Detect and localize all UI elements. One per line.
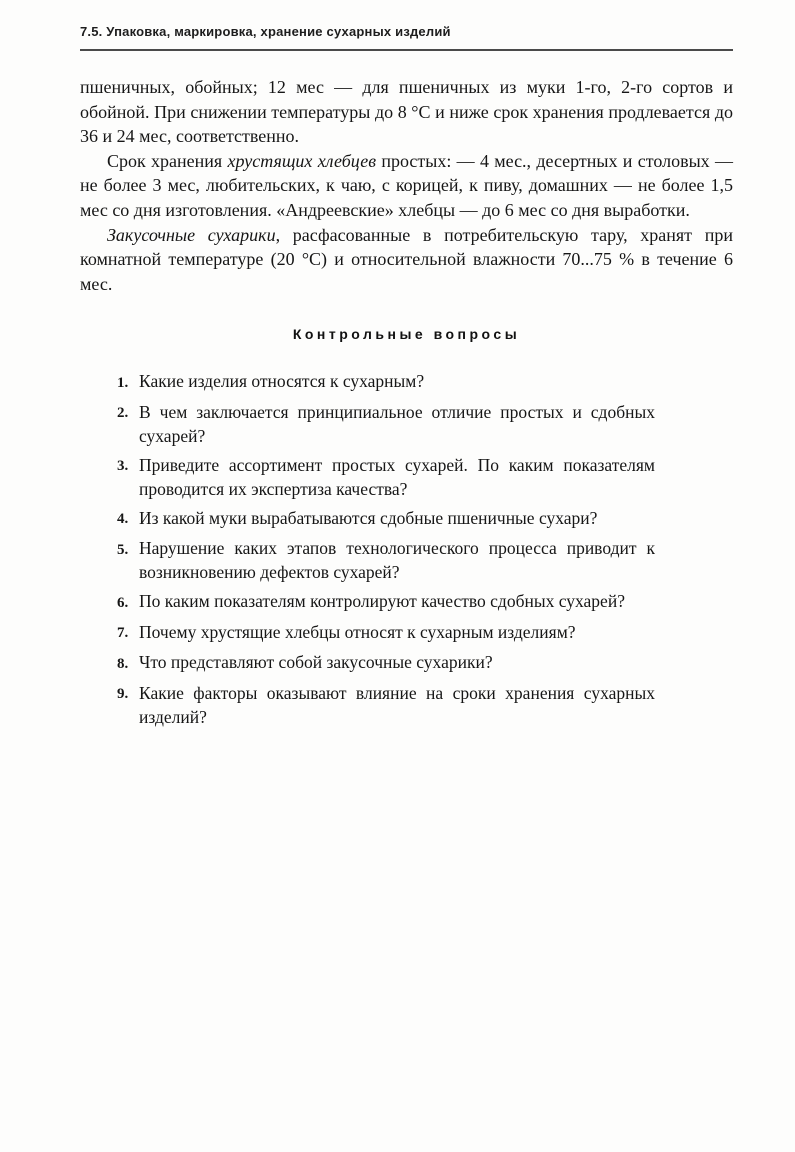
question-number: 9.: [117, 686, 129, 703]
page-header: [80, 24, 733, 51]
questions-heading: Контрольные вопросы: [292, 326, 521, 343]
question-number: 5.: [117, 541, 129, 558]
italic-term-snack-rusks: Закусочные сухарики: [107, 224, 276, 245]
question-number: 1.: [117, 374, 129, 391]
question-item: [117, 536, 655, 584]
question-text: Приведите ассортимент простых сухарей. По каким показателям проводится их экспертиза качества?: [139, 454, 655, 499]
question-text: Какие факторы оказывают влияние на сроки хранения сухарных изделий?: [139, 682, 655, 727]
question-number: 3.: [117, 458, 129, 475]
question-number: 2.: [117, 405, 129, 422]
question-text: Почему хрустящие хлебцы относят к сухарным изделиям?: [139, 621, 576, 642]
question-text: Что представляют собой закусочные сухарики?: [139, 652, 493, 673]
question-item: [117, 620, 655, 646]
question-number: 7.: [117, 625, 129, 642]
question-item: [117, 400, 655, 448]
paragraph-storage-terms: пшеничных, обойных; 12 мес — для пшеничных из муки 1-го, 2-го сортов и обойной. При снижении температуры до 8 °С и ниже срок хранения продлевается до 36 и 24 мес, соответственно.: [80, 77, 733, 147]
running-head: 7.5. Упаковка, маркировка, хранение сухарных изделий: [80, 24, 451, 39]
question-number: 6.: [117, 594, 129, 611]
question-text: Нарушение каких этапов технологического процесса приводит к возникновению дефектов сухарей?: [139, 538, 655, 583]
paragraph-snack-rusks: [80, 223, 733, 297]
question-item: [117, 589, 655, 615]
page-body: [80, 75, 733, 729]
question-text: По каким показателям контролируют качество сдобных сухарей?: [139, 591, 625, 612]
header-rule: [80, 49, 733, 51]
italic-term-crispbread: хрустящих хлебцев: [227, 150, 377, 171]
question-text: Какие изделия относятся к сухарным?: [139, 371, 425, 392]
question-number: 8.: [117, 655, 129, 672]
question-item: [117, 650, 655, 676]
paragraph-text-segment: простых: — 4 мес., десертных и столовых — не более 3 мес, любительских, к чаю, с корицей, к пиву, домашних — не более 1,5 мес со дня изготовления. «Андреевские» хлебцы — до 6 мес со дня выработки.: [80, 150, 733, 220]
paragraph-text-segment: , расфасованные в потребительскую тару, хранят при комнатной температуре (20 °С) и относительной влажности 70...75 % в течение 6 мес.: [80, 224, 733, 294]
question-item: [117, 369, 655, 395]
question-item: [117, 453, 655, 501]
paragraph-text-segment: Срок хранения: [107, 150, 228, 171]
paragraph-crispbread: [80, 149, 733, 223]
question-number: 4.: [117, 511, 129, 528]
question-text: Из какой муки вырабатываются сдобные пшеничные сухари?: [139, 507, 598, 528]
question-text: В чем заключается принципиальное отличие простых и сдобных сухарей?: [139, 401, 655, 446]
question-item: [117, 506, 655, 532]
questions-list: [117, 369, 655, 729]
question-item: [117, 681, 655, 729]
